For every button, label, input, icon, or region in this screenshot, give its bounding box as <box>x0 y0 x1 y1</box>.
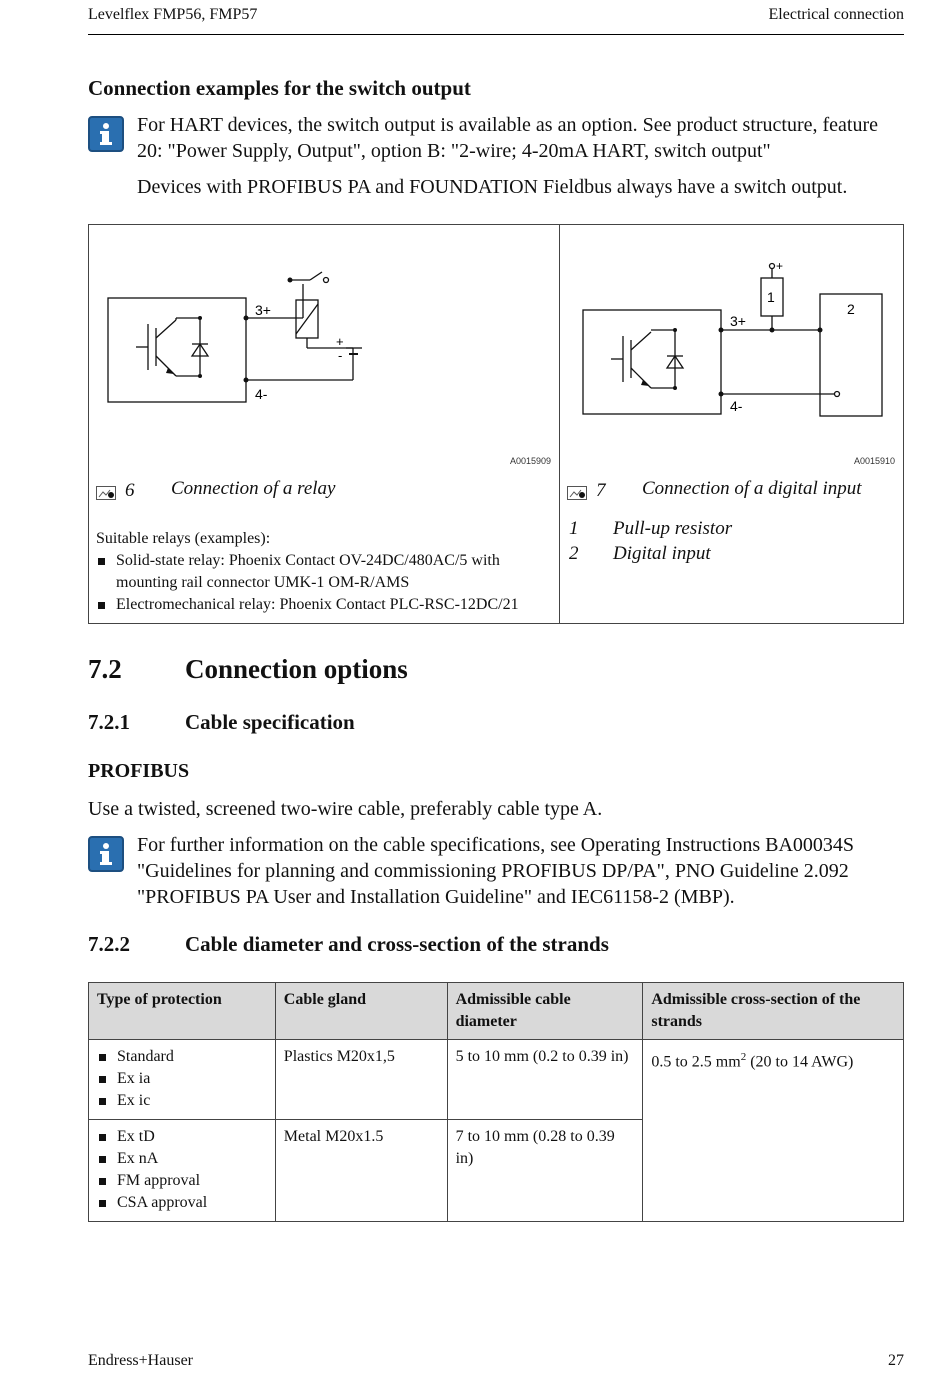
table-cell: 7 to 10 mm (0.28 to 0.39 in) <box>447 1120 643 1222</box>
list-item: Ex nA <box>97 1148 267 1170</box>
cable-spec-table <box>88 982 904 1222</box>
supply-plus-label: + <box>776 259 784 273</box>
note-profibus-ff: Devices with PROFIBUS PA and FOUNDATION Fieldbus always have a switch output. <box>137 176 848 198</box>
relay-notes <box>96 528 546 616</box>
section-7-2-number: 7.2 <box>88 654 122 684</box>
info-icon <box>88 116 124 152</box>
profibus-heading: PROFIBUS <box>88 760 190 782</box>
section-7-2-1-title: Cable specification <box>185 710 355 734</box>
relay-terminal-plus-label: 3+ <box>255 302 271 318</box>
list-item: Ex tD <box>97 1126 267 1148</box>
table-header: Admissible cable diameter <box>447 983 643 1040</box>
footer-page-number: 27 <box>888 1352 904 1369</box>
figure-7-icon <box>567 482 587 501</box>
digital-terminal-minus-label: 4- <box>730 398 743 414</box>
legend-text: Digital input <box>613 543 711 564</box>
figure-7-code: A0015910 <box>854 456 896 466</box>
list-item: Ex ic <box>97 1090 267 1112</box>
legend-number: 1 <box>569 518 579 539</box>
figure-6-icon <box>96 482 116 501</box>
relay-terminal-minus-label: 4- <box>255 386 268 402</box>
table-header: Admissible cross-section of the strands <box>643 983 904 1040</box>
legend-number: 2 <box>569 543 579 564</box>
profibus-cable-text: Use a twisted, screened two-wire cable, preferably cable type A. <box>88 798 603 820</box>
figure-6-caption: Connection of a relay <box>171 478 336 499</box>
info-icon <box>88 836 124 872</box>
section-title-switch-output: Connection examples for the switch output <box>88 76 471 100</box>
section-7-2-2-title: Cable diameter and cross-section of the strands <box>185 932 609 956</box>
figure-table-divider <box>559 224 560 624</box>
header-chapter-title: Electrical connection <box>768 6 904 23</box>
battery-plus-label: + <box>336 334 344 349</box>
digital-input-connection-diagram <box>575 256 895 426</box>
digital-input-legend <box>569 516 732 566</box>
relay-notes-title: Suitable relays (examples): <box>96 530 271 547</box>
table-header: Type of protection <box>89 983 276 1040</box>
list-item: CSA approval <box>97 1192 267 1214</box>
table-header-row <box>89 983 904 1040</box>
note-profibus-cable-spec: For further information on the cable specifications, see Operating Instructions BA00034S "Guidelines for planning and commissioning PROFIBUS DP/PA", PNO Guideline 2.092 "PROFIBUS PA User and Installation Guideline" and IEC61158-2 (MBP). <box>137 834 855 908</box>
legend-text: Pull-up resistor <box>613 518 733 539</box>
table-cell: Plastics M20x1,5 <box>275 1040 447 1120</box>
list-item: Solid-state relay: Phoenix Contact OV-24DC/480AC/5 with mounting rail connector UMK-1 OM-R/AMS <box>96 550 546 594</box>
battery-minus-label: - <box>338 348 343 363</box>
header-rule <box>88 34 904 35</box>
header-document-title: Levelflex FMP56, FMP57 <box>88 6 258 23</box>
table-cell: 5 to 10 mm (0.2 to 0.39 in) <box>447 1040 643 1120</box>
table-cell <box>89 1040 276 1120</box>
section-7-2-2-number: 7.2.2 <box>88 932 130 956</box>
section-7-2-1-number: 7.2.1 <box>88 710 130 734</box>
relay-connection-diagram <box>100 260 380 420</box>
digital-input-number: 2 <box>847 301 855 317</box>
list-item: Electromechanical relay: Phoenix Contact PLC-RSC-12DC/21 <box>96 594 546 616</box>
list-item: FM approval <box>97 1170 267 1192</box>
section-7-2-title: Connection options <box>185 654 408 684</box>
figure-7-number: 7 <box>596 480 606 501</box>
table-cell-cross-section: 0.5 to 2.5 $mm^2$ (20 to 14 AWG) <box>643 1040 904 1222</box>
table-header: Cable gland <box>275 983 447 1040</box>
figure-6-code: A0015909 <box>510 456 552 466</box>
list-item: Standard <box>97 1046 267 1068</box>
digital-terminal-plus-label: 3+ <box>730 313 746 329</box>
figure-7-caption: Connection of a digital input <box>642 478 862 499</box>
table-cell <box>89 1120 276 1222</box>
table-cell: Metal M20x1.5 <box>275 1120 447 1222</box>
list-item: Ex ia <box>97 1068 267 1090</box>
footer-company: Endress+Hauser <box>88 1352 193 1369</box>
table-row <box>89 1040 904 1120</box>
figure-6-number: 6 <box>125 480 135 501</box>
note-hart-switch-output: For HART devices, the switch output is available as an option. See product structure, feature 20: "Power Supply, Output", option B: "2-wire; 4-20mA HART, switch output" <box>137 114 879 162</box>
pull-up-resistor-number: 1 <box>767 289 775 305</box>
